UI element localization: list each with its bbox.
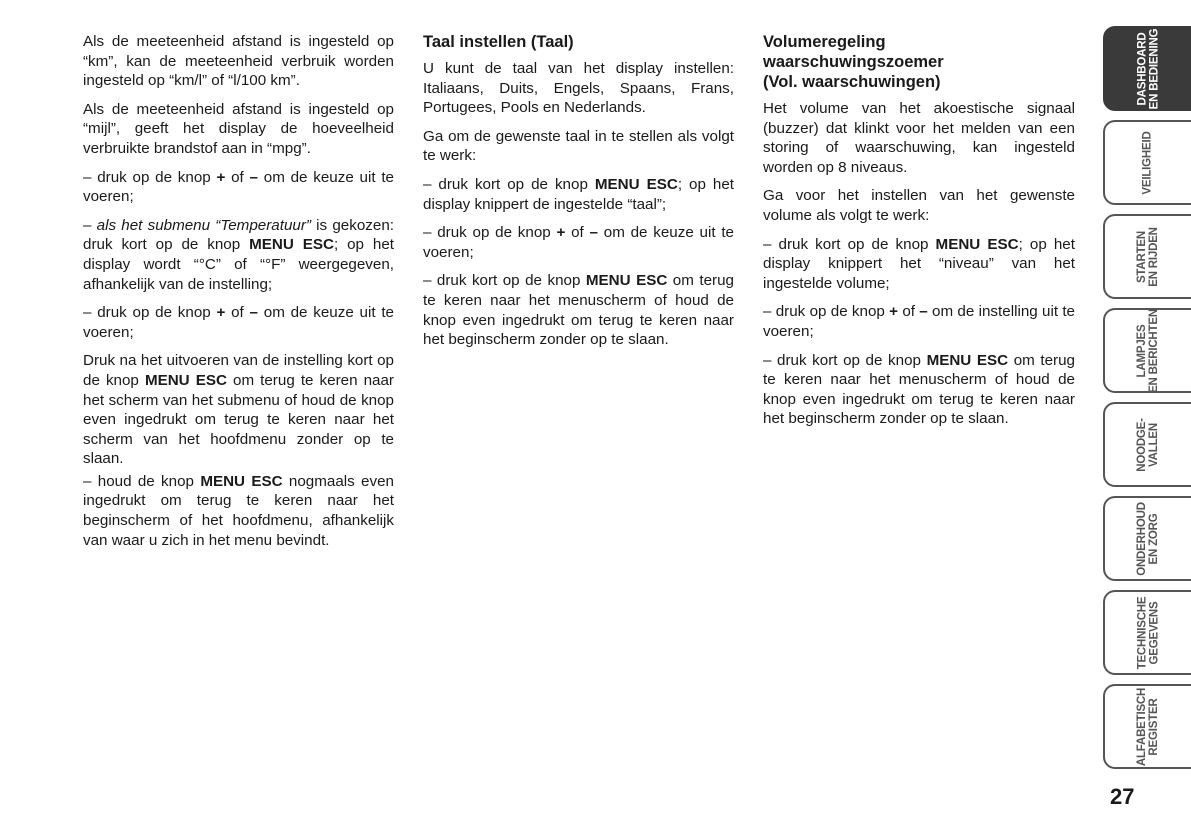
plus-key: + xyxy=(216,168,226,186)
paragraph xyxy=(763,302,1075,341)
text-run: om de keuze uit te voeren; xyxy=(83,304,394,341)
text-run: ; op het display knippert de ingestelde “taal”; xyxy=(423,175,734,213)
tab-dashboard-en-bediening[interactable] xyxy=(1103,26,1191,111)
text-run: – druk op de knop xyxy=(83,304,217,322)
paragraph xyxy=(83,351,394,469)
tab-technische-gegevens[interactable] xyxy=(1103,590,1191,675)
minus-key: – xyxy=(919,303,928,321)
text-run: om terug te keren naar het menuscherm of houd de knop even ingedrukt om terug te keren naar het beginscherm zonder op te slaan. xyxy=(423,272,734,349)
tab-starten-en-rijden[interactable] xyxy=(1103,214,1191,299)
tab-label: STARTEN EN RIJDEN xyxy=(1135,226,1160,287)
paragraph xyxy=(763,351,1075,429)
menu-esc-key: MENU ESC xyxy=(144,371,227,389)
text-run: om de instelling uit te voeren; xyxy=(763,303,1075,340)
paragraph: Het volume van het akoestische signaal (buzzer) dat klinkt voor het melden van een storing of waarschuwing, kan ingesteld worden op 8 niveaus. xyxy=(763,100,1075,176)
paragraph xyxy=(83,216,394,294)
section-heading xyxy=(763,32,1075,92)
tab-lampjes-en-berichten[interactable] xyxy=(1103,308,1191,393)
text-run: – druk kort op de knop xyxy=(763,235,936,253)
plus-key: + xyxy=(556,224,566,242)
tab-label: VEILIGHEID xyxy=(1142,130,1154,195)
text-run: ; op het display knippert het “niveau” van het ingestelde volume; xyxy=(763,235,1075,292)
minus-key: – xyxy=(249,304,258,322)
text-run: – houd de knop xyxy=(83,472,201,490)
tab-veiligheid[interactable] xyxy=(1103,120,1191,205)
text-run: – druk kort op de knop xyxy=(423,272,586,290)
tab-onderhoud-en-zorg[interactable] xyxy=(1103,496,1191,581)
text-run: ; op het display wordt “°C” of “°F” weergegeven, afhankelijk van de instelling; xyxy=(83,236,395,293)
tab-alfabetisch-register[interactable] xyxy=(1103,684,1191,769)
menu-esc-key: MENU ESC xyxy=(249,236,334,254)
submenu-reference: – als het submenu “Temperatuur” xyxy=(83,216,311,234)
text-run: om de keuze uit te voeren; xyxy=(423,224,734,261)
text-run: nogmaals even ingedrukt om terug te keren naar het beginscherm of het hoofdmenu, afhankelijk van waar u zich in het menu bevindt. xyxy=(83,472,394,549)
text-run: om de keuze uit te voeren; xyxy=(83,168,394,206)
menu-esc-key: MENU ESC xyxy=(594,175,678,193)
tab-label: NOODGE- VALLEN xyxy=(1135,417,1160,472)
paragraph: Als de meeteenheid afstand is ingesteld op “mijl”, geeft het display de hoeveelheid verbruikte brandstof aan in “mpg”. xyxy=(83,100,394,157)
minus-key: – xyxy=(589,224,598,242)
tab-label: DASHBOARD EN BEDIENING xyxy=(1135,28,1160,109)
chapter-tab-bar xyxy=(1103,26,1191,776)
paragraph xyxy=(423,223,734,262)
text-run: of xyxy=(898,303,920,321)
text-run: Druk na het uitvoeren van de instelling kort op de knop xyxy=(83,352,394,389)
minus-key: – xyxy=(249,168,258,186)
paragraph xyxy=(423,271,734,349)
plus-key: + xyxy=(889,303,899,321)
paragraph xyxy=(423,175,734,214)
menu-esc-key: MENU ESC xyxy=(935,235,1019,253)
paragraph: Als de meeteenheid afstand is ingesteld op “km”, kan de meeteenheid verbruik worden ingesteld op “km/l” of “l/100 km”. xyxy=(83,33,394,90)
paragraph: Ga voor het instellen van het gewenste volume als volgt te werk: xyxy=(763,187,1075,224)
text-run: of xyxy=(225,304,250,322)
text-run: – druk op de knop xyxy=(763,303,890,321)
paragraph: U kunt de taal van het display instellen: Italiaans, Duits, Engels, Spaans, Frans, Portugees, Pools en Nederlands. xyxy=(423,60,734,117)
section-heading: Taal instellen (Taal) xyxy=(423,33,574,51)
text-run: of xyxy=(565,224,590,242)
text-run: – druk kort op de knop xyxy=(763,351,927,369)
page-number: 27 xyxy=(1110,784,1135,809)
tab-label: TECHNISCHE GEGEVENS xyxy=(1135,596,1160,669)
text-run: – druk op de knop xyxy=(423,224,557,242)
text-column-2 xyxy=(423,32,734,359)
heading-line: Volumeregeling xyxy=(763,33,886,51)
paragraph xyxy=(83,168,394,207)
plus-key: + xyxy=(216,304,226,322)
paragraph xyxy=(763,235,1075,294)
paragraph xyxy=(83,303,394,342)
text-column-1 xyxy=(83,32,394,559)
tab-label: ALFABETISCH REGISTER xyxy=(1136,687,1160,766)
tab-label: LAMPJES EN BERICHTEN xyxy=(1135,308,1160,393)
menu-esc-key: MENU ESC xyxy=(926,351,1009,369)
tab-noodgevallen[interactable] xyxy=(1103,402,1191,487)
menu-esc-key: MENU ESC xyxy=(585,272,668,290)
paragraph xyxy=(83,472,394,550)
text-run: is gekozen: druk kort op de knop xyxy=(83,216,394,254)
heading-line: (Vol. waarschuwingen) xyxy=(763,73,941,91)
text-run: om terug te keren naar het scherm van het submenu of houd de knop even ingedrukt om terug te keren naar het scherm van het hoofdmenu zonder op te slaan. xyxy=(83,371,394,468)
tab-label: ONDERHOUD EN ZORG xyxy=(1136,501,1160,576)
text-run: om terug te keren naar het menuscherm of houd de knop even ingedrukt om terug te keren naar het beginscherm zonder op te slaan. xyxy=(763,351,1075,428)
text-run: – druk kort op de knop xyxy=(423,175,595,193)
text-column-3 xyxy=(763,32,1075,438)
heading-line: waarschuwingszoemer xyxy=(763,53,944,71)
menu-esc-key: MENU ESC xyxy=(200,472,283,490)
paragraph: Ga om de gewenste taal in te stellen als volgt te werk: xyxy=(423,127,734,165)
text-run: – druk op de knop xyxy=(83,168,217,186)
text-run: of xyxy=(225,168,250,186)
